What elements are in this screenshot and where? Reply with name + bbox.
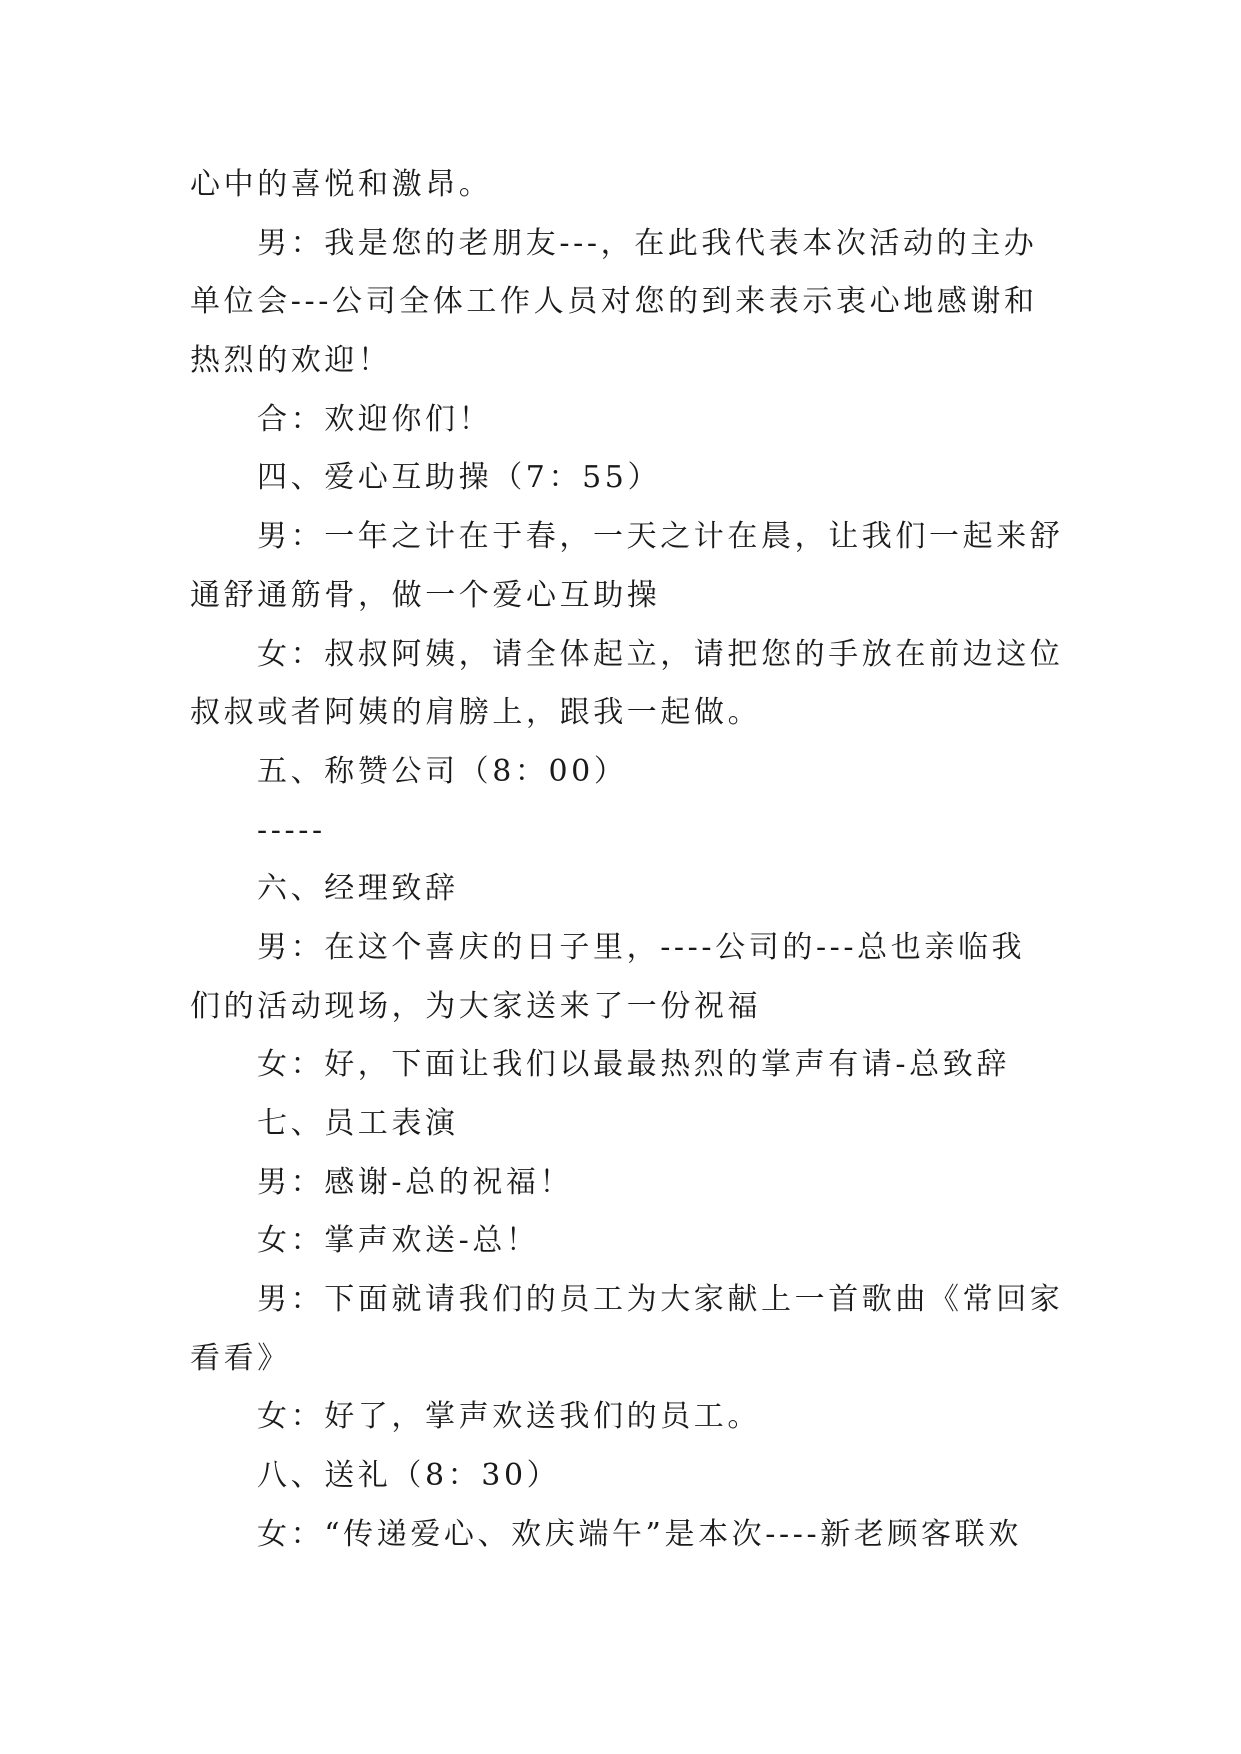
text-line-10: 叔叔或者阿姨的肩膀上，跟我一起做。 (190, 695, 762, 731)
text-line-21: 看看》 (190, 1340, 291, 1376)
text-line-4: 热烈的欢迎！ (190, 343, 392, 379)
text-line-8: 通舒通筋骨，做一个爱心互助操 (190, 577, 661, 613)
document-body (190, 156, 1064, 1565)
text-line-14: 男：在这个喜庆的日子里，----公司的---总也亲临我 (257, 929, 1026, 965)
text-line-20: 男：下面就请我们的员工为大家献上一首歌曲《常回家 (257, 1282, 1064, 1318)
text-line-2: 男：我是您的老朋友---，在此我代表本次活动的主办 (257, 225, 1038, 261)
text-line-16: 女：好，下面让我们以最最热烈的掌声有请-总致辞 (257, 1047, 1010, 1083)
section-heading-5: 五、称赞公司（8：00） (257, 753, 628, 789)
text-line-5: 合：欢迎你们！ (257, 401, 493, 437)
text-line-19: 女：掌声欢送-总！ (257, 1223, 540, 1259)
text-line-3: 单位会---公司全体工作人员对您的到来表示衷心地感谢和 (190, 284, 1038, 320)
section-heading-4: 四、爱心互助操（7：55） (257, 460, 662, 496)
text-line-7: 男：一年之计在于春，一天之计在晨，让我们一起来舒 (257, 519, 1064, 555)
section-heading-8: 八、送礼（8：30） (257, 1458, 561, 1494)
text-line-9: 女：叔叔阿姨，请全体起立，请把您的手放在前边这位 (257, 636, 1064, 672)
text-line-12: ----- (257, 812, 326, 848)
text-line-18: 男：感谢-总的祝福！ (257, 1164, 574, 1200)
section-heading-6: 六、经理致辞 (257, 871, 459, 907)
text-line-22: 女：好了，掌声欢送我们的员工。 (257, 1399, 761, 1435)
text-line-1: 心中的喜悦和激昂。 (190, 167, 493, 202)
text-line-15: 们的活动现场，为大家送来了一份祝福 (190, 988, 762, 1024)
text-line-24: 女：“传递爱心、欢庆端午”是本次----新老顾客联欢 (257, 1516, 1022, 1552)
section-heading-7: 七、员工表演 (257, 1106, 459, 1141)
